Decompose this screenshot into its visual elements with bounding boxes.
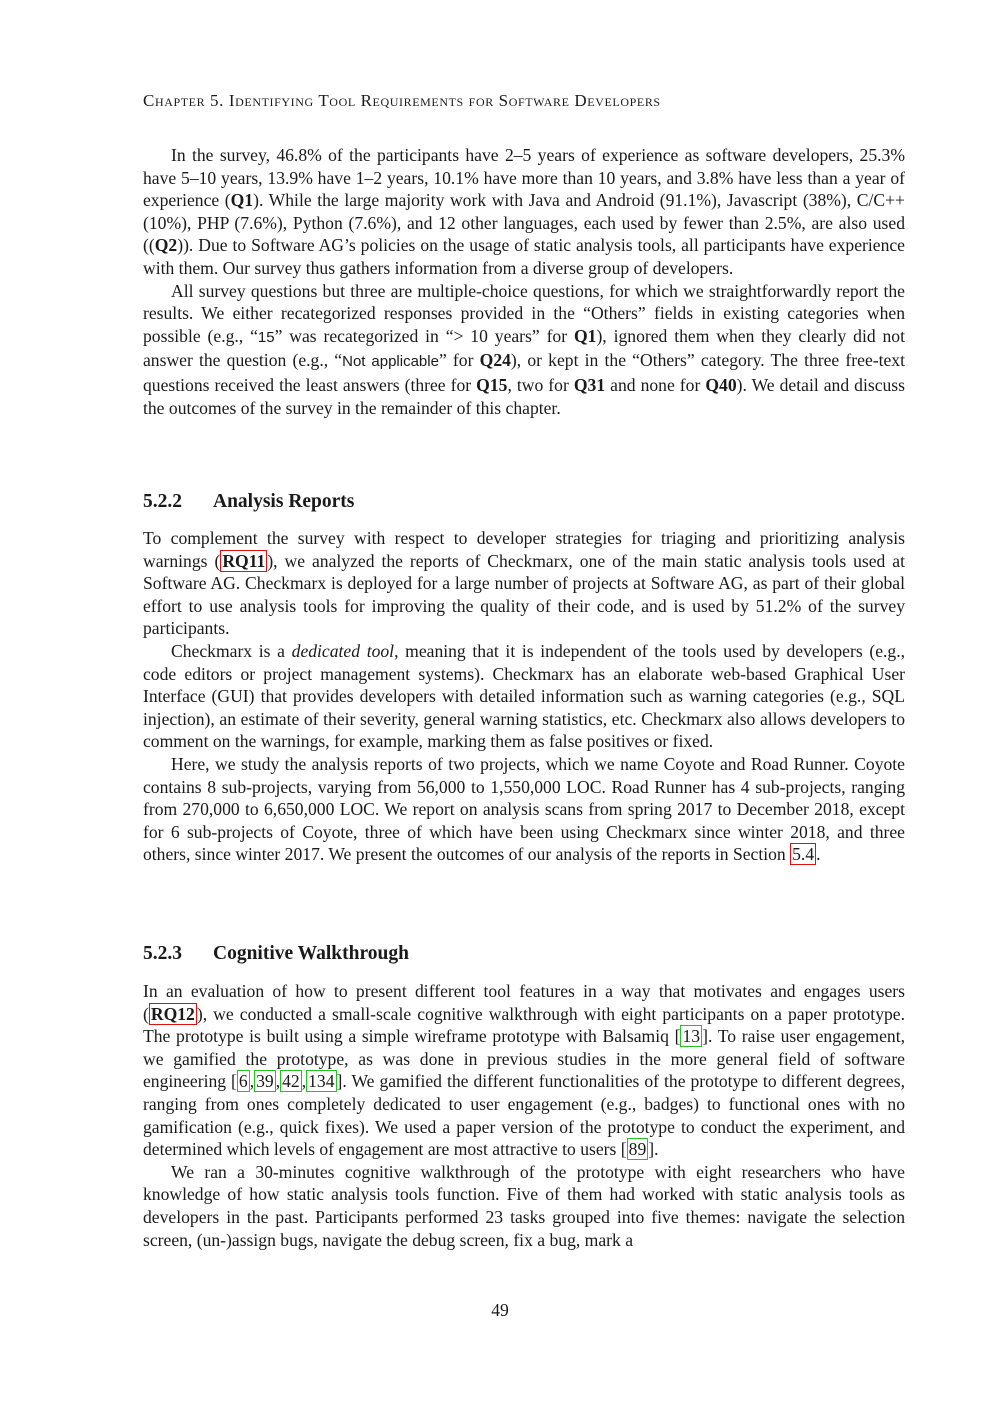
section-523-paragraph-1: In an evaluation of how to present different tool features in a way that motivates and engages users ( RQ12 ), we conducted a small-scale cognitive walkthrough with eight participants on a paper prototype. The prototype is built using a simple wireframe prototype with Balsamiq [ 13 ]. To raise user engagement, we gamified the prototype, as was done in previous studies in the more general field of software engineering [ 6 , 39 , 42 , 134 ]. We gamified the different functionalities of the prototype to different degrees, ranging from ones completely dedicated to user engagement (e.g., badges) to functional ones with no gamification (e.g., quick fixes). We used a paper version of the prototype to conduct the experiment, and determined which levels of engagement are most attractive to users [ 89 ]. [143,981,905,1160]
question-ref-q2: Q2 [154,235,178,256]
section-link-5-4[interactable]: 5.4 [792,844,815,865]
code-literal: Not applicable [342,353,439,371]
section-number: 5.2.2 [143,491,182,512]
question-ref-q31: Q31 [573,374,606,395]
question-ref-q40: Q40 [705,374,737,395]
section-number: 5.2.3 [143,943,182,964]
emphasis: dedicated tool [291,640,395,661]
section-523-paragraph-2: We ran a 30-minutes cognitive walkthrough of the prototype with eight researchers who have knowledge of how static analysis tools function. Five of them had worked with static analysis tools as developers in the past. Participants performed 23 tasks grouped into five themes: navigate the selection screen, (un-)assign bugs, navigate the debug screen, fix a bug, mark a [143,1161,905,1250]
research-question-link-rq12[interactable]: RQ12 [150,1003,195,1024]
question-ref-q24: Q24 [479,350,511,371]
question-ref-q1: Q1 [573,325,597,346]
intro-paragraph-1: In the survey, 46.8% of the participants have 2–5 years of experience as software developers, 25.3% have 5–10 years, 13.9% have 1–2 years, 10.1% have more than 10 years, and 3.8% have less than a year of experience (Q1). While the large majority work with Java and Android (91.1%), Javascript (38%), C/C++ (10%), PHP (7.6%), Python (7.6%), and 12 other languages, each used by fewer than 2.5%, are also used ((Q2)). Due to Software AG’s policies on the usage of static analysis tools, all participants have experience with them. Our survey thus gathers information from a diverse group of developers. [143,145,905,278]
section-heading-analysis-reports [143,491,905,513]
code-literal: 15 [257,328,275,346]
intro-paragraph-2: All survey questions but three are multiple-choice questions, for which we straightforwardly report the results. We either recategorized responses provided in the “Others” fields in existing categories when possible (e.g., “15” was recategorized in “> 10 years” for Q1), ignored them when they clearly did not answer the question (e.g., “Not applicable” for Q24), or kept in the “Others” category. The three free-text questions received the least answers (three for Q15, two for Q31 and none for Q40). We detail and discuss the outcomes of the survey in the remainder of this chapter. [143,280,906,418]
intro-text [143,144,905,419]
citation-link[interactable]: 89 [628,1139,647,1160]
page-number: 49 [491,1300,509,1320]
citation-link[interactable]: 39 [256,1071,274,1092]
section-522-paragraph-2: Checkmarx is a dedicated tool, meaning that it is independent of the tools used by developers (e.g., code editors or project management systems). Checkmarx has an elaborate web-based Graphical User Interface (GUI) that provides developers with detailed information such as warning categories (e.g., SQL injection), an estimate of their severity, general warning statistics, etc. Checkmarx also allows developers to comment on the warnings, for example, marking them as false positives or fixed. [143,640,905,752]
section-522-text [143,527,905,866]
citation-link[interactable]: 13 [682,1026,701,1047]
citation-link[interactable]: 134 [308,1071,335,1092]
question-ref-q15: Q15 [476,374,508,395]
question-ref-q1: Q1 [230,190,254,211]
section-heading-cognitive-walkthrough [143,943,905,965]
running-header: Chapter 5. Identifying Tool Requirements for Software Developers [143,91,661,110]
research-question-link-rq11[interactable]: RQ11 [222,550,266,571]
citation-link[interactable]: 42 [282,1071,300,1092]
section-523-text [143,980,905,1251]
section-522-paragraph-1: To complement the survey with respect to developer strategies for triaging and prioritizing analysis warnings ( RQ11 ), we analyzed the reports of Checkmarx, one of the main static analysis tools used at Software AG. Checkmarx is deployed for a large number of projects at Software AG, as part of their global effort to use analysis tools for improving the quality of their code, and is used by 51.2% of the survey participants. [143,528,905,639]
citation-link[interactable]: 6 [238,1071,248,1092]
section-title: Cognitive Walkthrough [213,943,409,964]
section-522-paragraph-3: Here, we study the analysis reports of two projects, which we name Coyote and Road Runner. Coyote contains 8 sub-projects, varying from 56,000 to 1,550,000 LOC. Road Runner has 4 sub-projects, ranging from 270,000 to 6,650,000 LOC. We report on analysis scans from spring 2017 to December 2018, except for 6 sub-projects of Coyote, three of which have been using Checkmarx since winter 2018, and three others, since winter 2017. We present the outcomes of our analysis of the reports in Section 5.4 . [143,753,905,865]
section-title: Analysis Reports [213,491,355,512]
